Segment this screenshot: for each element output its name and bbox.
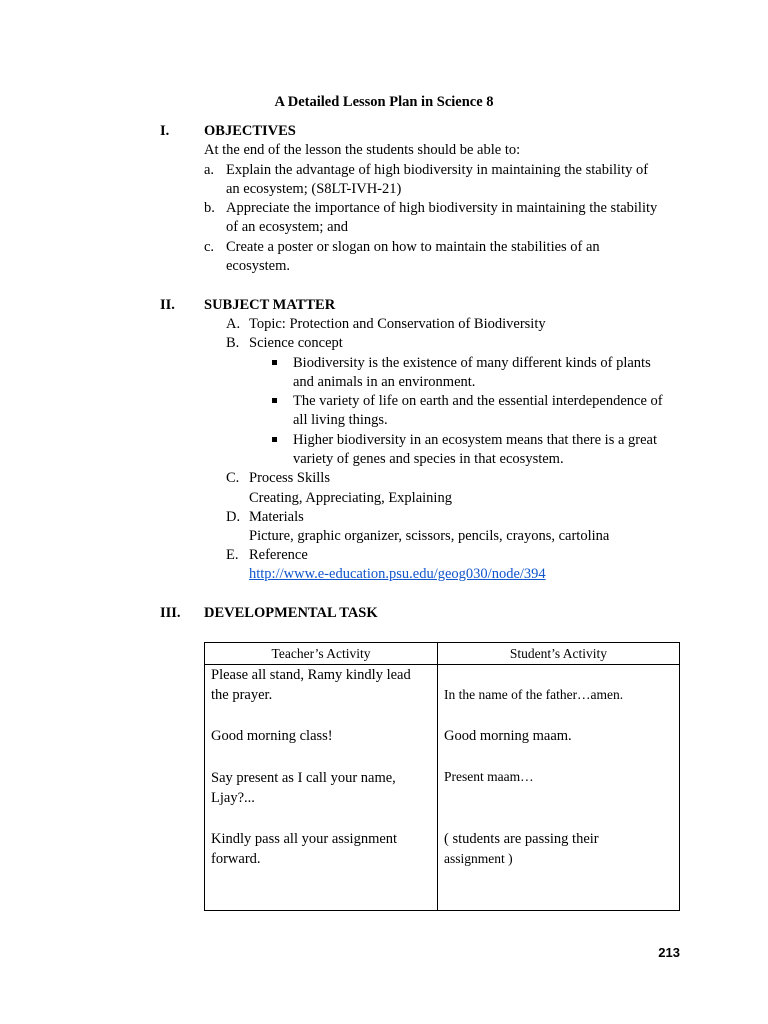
subject-materials: Materials — [249, 509, 304, 525]
section-number-developmental-task: III. — [160, 605, 181, 621]
subject-marker-d: D. — [226, 509, 241, 525]
column-header-student: Student’s Activity — [438, 643, 680, 665]
concept-2-line2: all living things. — [293, 412, 388, 428]
concept-3-line2: variety of genes and species in that ecosystem. — [293, 451, 564, 467]
page-title: A Detailed Lesson Plan in Science 8 — [274, 94, 494, 110]
student-line: assignment ) — [444, 851, 513, 866]
subject-process-skills-detail: Creating, Appreciating, Explaining — [249, 490, 452, 506]
section-number-objectives: I. — [160, 123, 170, 139]
teacher-line: the prayer. — [211, 687, 273, 703]
activity-table — [204, 642, 680, 911]
reference-link[interactable]: http://www.e-education.psu.edu/geog030/node/394 — [249, 566, 546, 582]
student-line: In the name of the father…amen. — [444, 687, 624, 702]
subject-materials-detail: Picture, graphic organizer, scissors, pencils, crayons, cartolina — [249, 528, 610, 544]
objective-a-line2: an ecosystem; (S8LT-IVH-21) — [226, 181, 402, 197]
subject-topic: Topic: Protection and Conservation of Biodiversity — [249, 316, 546, 332]
section-heading-developmental-task: DEVELOPMENTAL TASK — [204, 605, 378, 621]
student-activity-cell — [438, 665, 680, 911]
teacher-activity-cell — [205, 665, 438, 911]
bullet-icon — [272, 437, 277, 442]
table-row — [205, 665, 680, 911]
subject-marker-e: E. — [226, 547, 239, 563]
subject-science-concept: Science concept — [249, 335, 343, 351]
teacher-line: Please all stand, Ramy kindly lead — [211, 667, 411, 683]
subject-reference: Reference — [249, 547, 308, 563]
concept-3-line1: Higher biodiversity in an ecosystem means that there is a great — [293, 432, 658, 448]
student-line: Good morning maam. — [444, 728, 572, 744]
student-line: ( students are passing their — [444, 831, 599, 847]
objective-c-line1: Create a poster or slogan on how to maintain the stabilities of an — [226, 239, 600, 255]
concept-1-line1: Biodiversity is the existence of many different kinds of plants — [293, 355, 651, 371]
page-number: 213 — [658, 945, 680, 960]
student-line: Present maam… — [444, 769, 534, 784]
subject-marker-a: A. — [226, 316, 241, 332]
table-header-row — [205, 643, 680, 665]
subject-marker-c: C. — [226, 470, 240, 486]
objectives-intro: At the end of the lesson the students should be able to: — [204, 142, 521, 158]
column-header-teacher: Teacher’s Activity — [205, 643, 438, 665]
objective-c-line2: ecosystem. — [226, 258, 291, 274]
section-heading-subject-matter: SUBJECT MATTER — [204, 297, 336, 313]
concept-2-line1: The variety of life on earth and the essential interdependence of — [293, 393, 663, 409]
section-heading-objectives: OBJECTIVES — [204, 123, 296, 139]
teacher-line: Say present as I call your name, — [211, 770, 396, 786]
bullet-icon — [272, 398, 277, 403]
objective-marker-c: c. — [204, 239, 215, 255]
objective-marker-b: b. — [204, 200, 215, 216]
objective-a-line1: Explain the advantage of high biodiversity in maintaining the stability of — [226, 162, 649, 178]
bullet-icon — [272, 360, 277, 365]
subject-marker-b: B. — [226, 335, 240, 351]
teacher-line: Ljay?... — [211, 790, 255, 806]
section-number-subject-matter: II. — [160, 297, 175, 313]
concept-1-line2: and animals in an environment. — [293, 374, 476, 390]
objective-marker-a: a. — [204, 162, 215, 178]
subject-process-skills: Process Skills — [249, 470, 330, 486]
objective-b-line1: Appreciate the importance of high biodiversity in maintaining the stability — [226, 200, 658, 216]
objective-b-line2: of an ecosystem; and — [226, 219, 349, 235]
teacher-line: forward. — [211, 851, 261, 867]
teacher-line: Kindly pass all your assignment — [211, 831, 398, 847]
teacher-line: Good morning class! — [211, 728, 333, 744]
